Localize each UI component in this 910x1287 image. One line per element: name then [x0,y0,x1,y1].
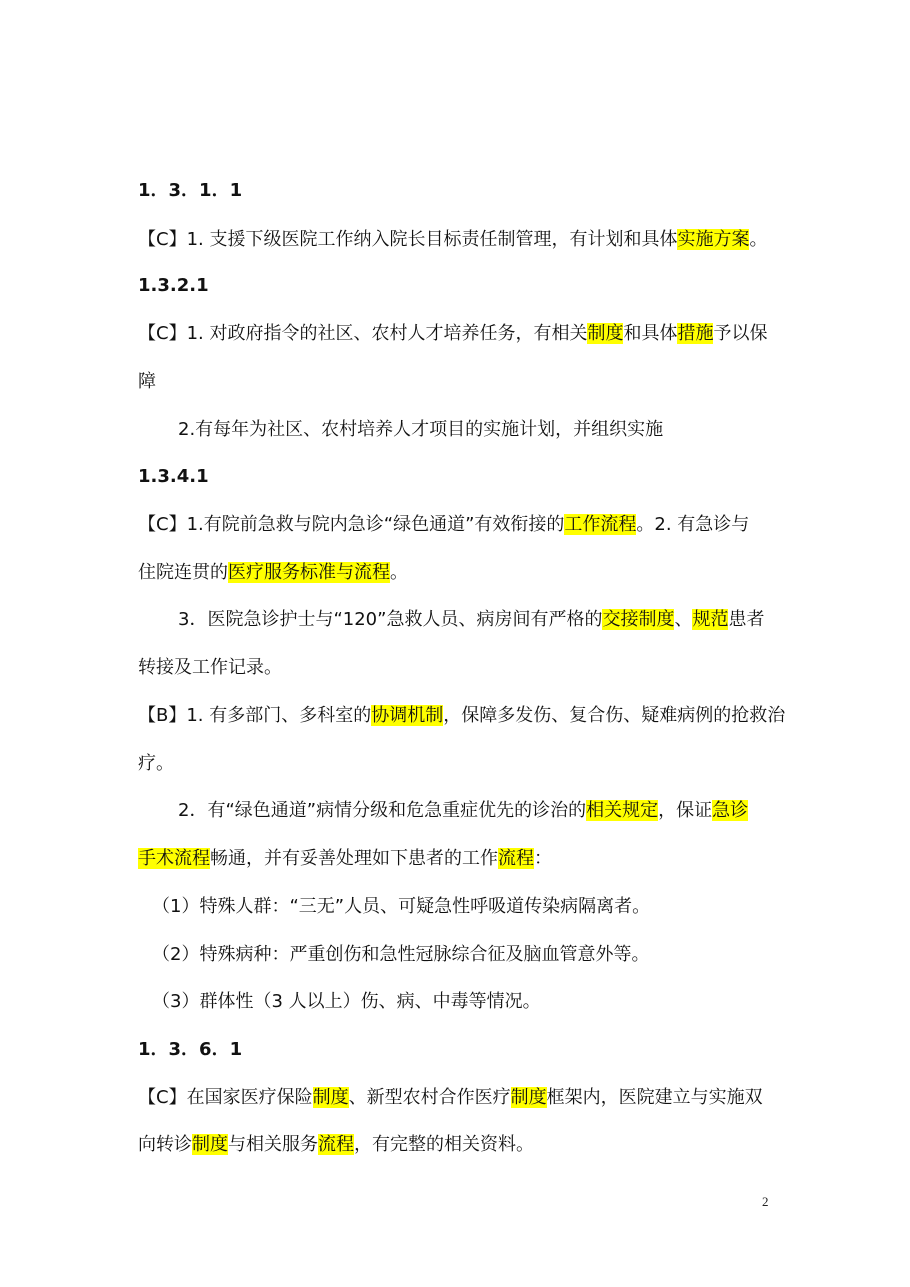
highlighted-text: 制度 [312,1087,349,1108]
text-segment: 畅通，并有妥善处理如下患者的工作 [210,848,498,869]
text-segment: 、新型农村合作医疗 [348,1087,511,1108]
text-segment: 1.3.2.1 [138,275,209,296]
text-segment: 【C】1.有院前急救与院内急诊“绿色通道”有效衔接的 [138,514,565,535]
highlighted-text: 急诊 [712,800,749,821]
highlighted-text: 流程 [498,848,534,869]
paragraph-line [138,843,910,875]
highlighted-text: 工作流程 [564,514,637,535]
paragraph-line [152,891,910,923]
paragraph-line [178,795,910,827]
text-segment: 转接及工作记录。 [138,657,282,678]
text-segment: 1.3.4.1 [138,466,209,487]
highlighted-text: 制度 [587,323,624,344]
section-heading [138,461,910,493]
text-segment: 障 [138,371,156,392]
text-segment: （3）群体性（3 人以上）伤、病、中毒等情况。 [152,991,541,1012]
text-segment: 。 [390,562,408,583]
paragraph-line [138,318,910,350]
paragraph-line [138,652,910,684]
highlighted-text: 流程 [318,1134,354,1155]
text-segment: 、 [674,609,693,630]
text-segment: 框架内，医院建立与实施双 [546,1087,763,1108]
text-segment: 患者 [728,609,765,630]
section-heading [138,1034,910,1066]
text-segment: 向转诊 [138,1134,192,1155]
paragraph-line [138,1082,910,1114]
text-segment: 1．3．6．1 [138,1039,243,1060]
text-segment: 【C】在国家医疗保险 [138,1087,313,1108]
paragraph-line [138,748,910,780]
text-segment: 。 [749,229,768,250]
paragraph-line [138,366,910,398]
page-number: 2 [762,1194,769,1209]
highlighted-text: 相关规定 [586,800,659,821]
paragraph-line [152,939,910,971]
text-segment: 2．有“绿色通道”病情分级和危急重症优先的诊治的 [178,800,587,821]
highlighted-text: 协调机制 [371,705,444,726]
paragraph-line [152,986,910,1018]
text-segment: （1）特殊人群：“三无”人员、可疑急性呼吸道传染病隔离者。 [152,896,651,917]
text-segment: 与相关服务 [228,1134,318,1155]
highlighted-text: 医疗服务标准与流程 [228,562,390,583]
highlighted-text: 措施 [677,323,714,344]
highlighted-text: 交接制度 [602,609,675,630]
text-segment: 1．3．1．1 [138,180,243,201]
paragraph-line [138,557,910,589]
text-segment: 【B】1. 有多部门、多科室的 [138,705,372,726]
text-segment: ，保证 [658,800,713,821]
text-segment: 【C】1. 对政府指令的社区、农村人才培养任务，有相关 [138,323,588,344]
section-heading [138,270,910,302]
text-segment: ： [534,848,552,869]
paragraph-line [138,700,910,732]
text-segment: 疗。 [138,753,174,774]
highlighted-text: 手术流程 [138,848,210,869]
text-segment: 【C】1. 支援下级医院工作纳入院长目标责任制管理，有计划和具体 [138,229,678,250]
highlighted-text: 制度 [510,1087,547,1108]
text-segment: （2）特殊病种：严重创伤和急性冠脉综合征及脑血管意外等。 [152,944,650,965]
text-segment: ，有完整的相关资料。 [354,1134,534,1155]
section-heading [138,175,910,207]
text-segment: 2.有每年为社区、农村培养人才项目的实施计划，并组织实施 [178,419,664,440]
highlighted-text: 实施方案 [677,229,750,250]
highlighted-text: 规范 [692,609,729,630]
text-segment: 3．医院急诊护士与“120”急救人员、病房间有严格的 [178,609,603,630]
paragraph-line [178,414,910,446]
text-segment: 住院连贯的 [138,562,228,583]
text-segment: 。2. 有急诊与 [636,514,750,535]
paragraph-line [138,509,910,541]
paragraph-line [178,604,910,636]
text-segment: 予以保 [713,323,768,344]
text-segment: ，保障多发伤、复合伤、疑难病例的抢救治 [443,705,786,726]
paragraph-line [138,224,910,256]
paragraph-line [138,1129,910,1161]
text-segment: 和具体 [623,323,678,344]
highlighted-text: 制度 [192,1134,228,1155]
